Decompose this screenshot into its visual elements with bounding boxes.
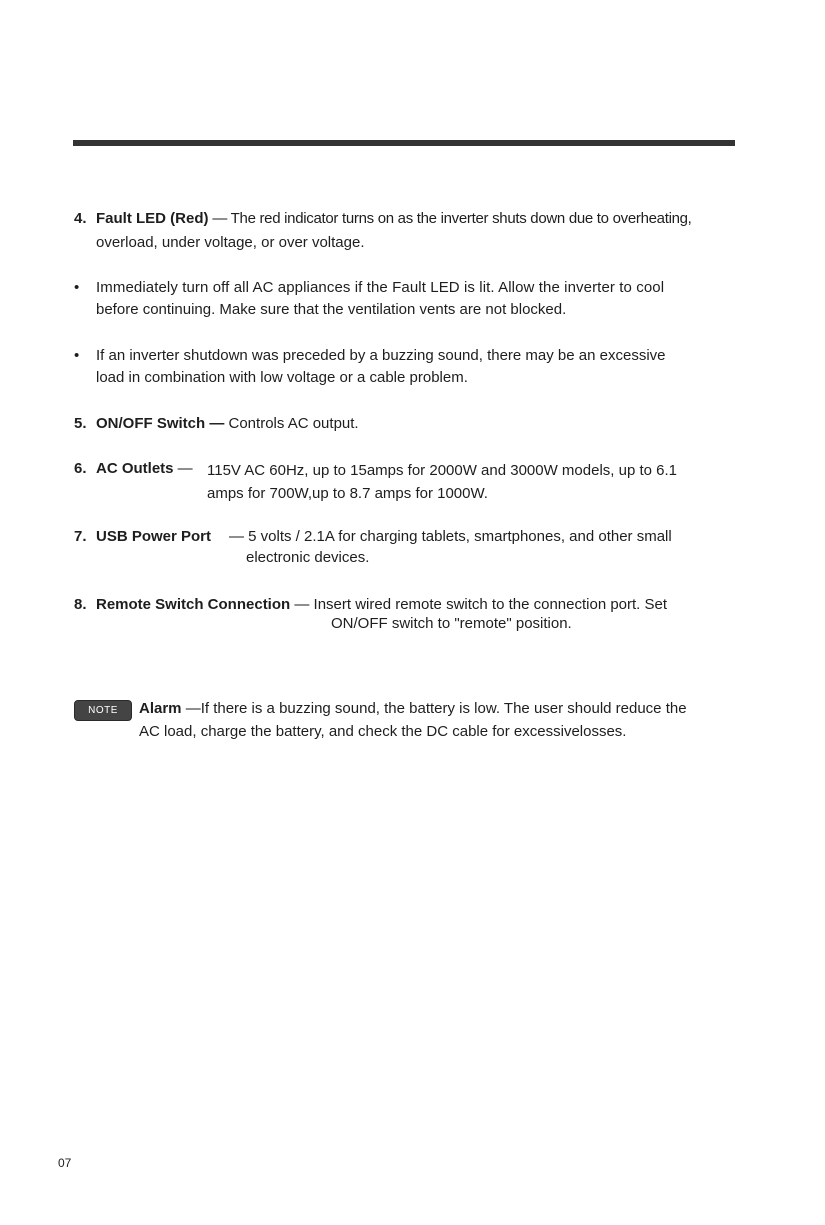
item-number: 7. <box>74 528 87 545</box>
page-number: 07 <box>58 1156 72 1170</box>
bullet-dot: • <box>74 279 80 296</box>
note-badge: NOTE <box>74 700 132 721</box>
item-term: AC Outlets <box>96 460 174 477</box>
item-usb-heading <box>74 528 211 546</box>
item-usb-line1: — 5 volts / 2.1A for charging tablets, smartphones, and other small <box>229 528 672 545</box>
item-description: — Insert wired remote switch to the connection port. Set <box>290 596 668 613</box>
item-number: 8. <box>74 596 87 613</box>
item-term: USB Power Port <box>96 528 212 545</box>
item-ac-outlets-line2: amps for 700W,up to 8.7 amps for 1000W. <box>207 485 488 502</box>
item-usb-line2: electronic devices. <box>246 549 370 566</box>
note-description: —If there is a buzzing sound, the battery is low. The user should reduce the <box>181 700 687 717</box>
bullet-text-line2: before continuing. Make sure that the ventilation vents are not blocked. <box>96 301 567 318</box>
item-number: 6. <box>74 460 87 477</box>
item-ac-outlets-line1: 115V AC 60Hz, up to 15amps for 2000W and 3000W models, up to 6.1 <box>207 462 678 479</box>
item-fault-led-line1 <box>74 210 692 228</box>
bullet-dot: • <box>74 347 80 364</box>
note-line1 <box>139 700 687 718</box>
item-term: Remote Switch Connection <box>96 596 291 613</box>
item-fault-led-line2: overload, under voltage, or over voltage. <box>96 234 365 251</box>
bullet-text-line2: load in combination with low voltage or a cable problem. <box>96 369 468 386</box>
note-term: Alarm <box>139 700 182 717</box>
note-line2: AC load, charge the battery, and check the DC cable for excessivelosses. <box>139 723 627 740</box>
bullet-text-line1: Immediately turn off all AC appliances if the Fault LED is lit. Allow the inverter to cool <box>96 279 665 296</box>
item-description: Controls AC output. <box>224 415 359 432</box>
bullet-text-line1: If an inverter shutdown was preceded by a buzzing sound, there may be an excessive <box>96 347 666 364</box>
header-rule <box>73 140 735 146</box>
item-remote-line1 <box>74 596 667 614</box>
item-dash: — <box>173 460 193 477</box>
item-remote-line2: ON/OFF switch to "remote" position. <box>331 615 572 632</box>
item-term: Fault LED (Red) <box>96 210 209 227</box>
item-number: 4. <box>74 210 87 227</box>
item-number: 5. <box>74 415 87 432</box>
item-term: ON/OFF Switch — <box>96 415 225 432</box>
item-description: — The red indicator turns on as the inverter shuts down due to overheating, <box>208 210 692 227</box>
item-ac-outlets-heading <box>74 460 193 478</box>
item-onoff-switch <box>74 415 359 433</box>
